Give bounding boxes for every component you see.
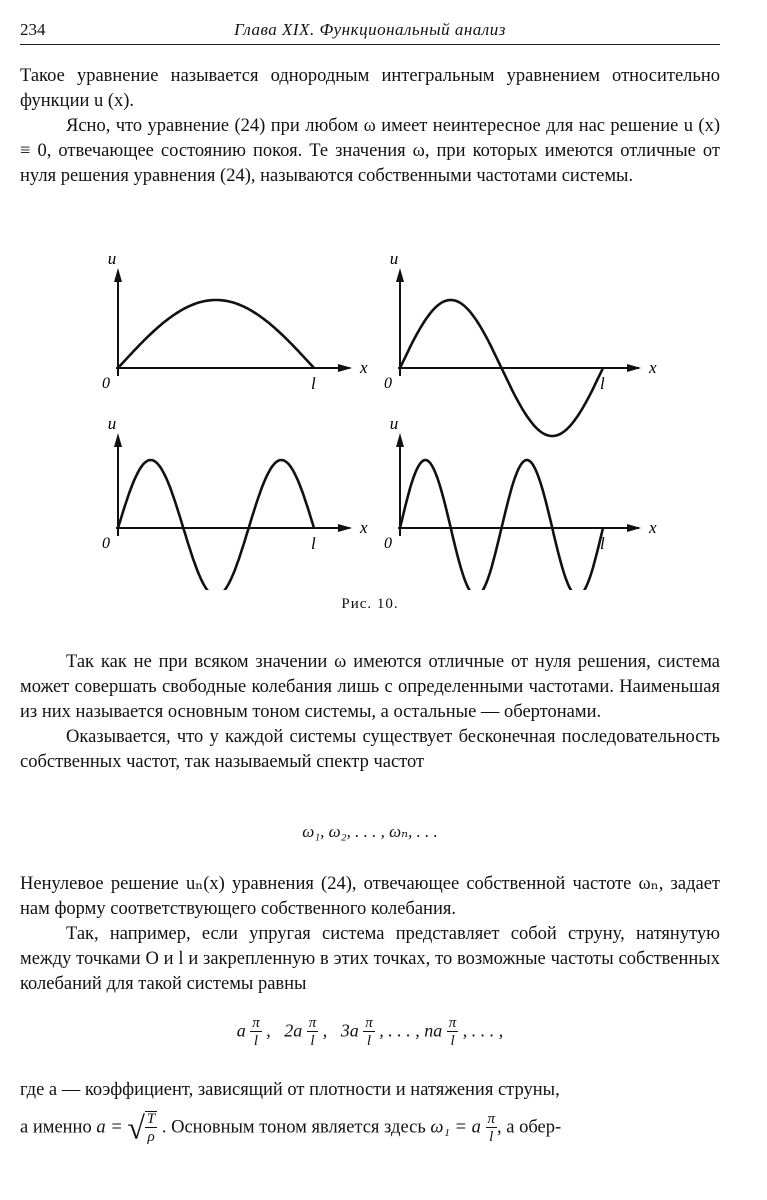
origin-label: 0 <box>384 375 392 392</box>
u-axis-label: u <box>107 249 117 268</box>
pi-over-l-omega1: $\frac{\pi}{l}$ <box>487 1110 496 1145</box>
mode-panel-3 <box>102 414 368 590</box>
formula-ellipsis: , . . . , <box>379 1020 420 1041</box>
mode-panel-2 <box>384 249 657 436</box>
paragraph-4: Оказывается, что у каждой системы существует бесконечная последовательность собственных частот, так называемый спектр частот <box>20 727 720 772</box>
sqrt-sign: √ <box>127 1109 145 1146</box>
mode-curve <box>118 300 314 368</box>
spectrum-formula: ω₁, ω₂, . . . , ωₙ, . . . <box>302 822 438 841</box>
text-block-middle <box>20 650 720 775</box>
header-rule <box>20 44 720 45</box>
x-axis-arrow <box>627 524 641 532</box>
mode-curve <box>118 460 314 590</box>
text-block-lower <box>20 872 720 997</box>
formula-tail: , . . . , <box>462 1020 504 1041</box>
x-axis-label: x <box>649 358 657 377</box>
u-axis-label: u <box>107 414 117 433</box>
x-axis-label: x <box>360 358 368 377</box>
a-equals: a = <box>96 1117 123 1138</box>
u-axis-arrow <box>396 268 404 282</box>
freq-coef-1: a <box>236 1020 246 1041</box>
pi-over-l-n: $\frac{\pi}{l}$ <box>448 1015 457 1049</box>
end-label: l <box>600 534 605 553</box>
end-label: l <box>311 374 316 393</box>
mode-panel-4 <box>384 414 657 590</box>
u-axis-arrow <box>396 433 404 447</box>
x-axis-label: x <box>360 518 368 537</box>
freq-coef-n: na <box>424 1020 443 1041</box>
paragraph-1: Такое уравнение называется однородным интегральным уравнением относительно функции u (x). <box>20 66 720 111</box>
x-axis-arrow <box>338 524 352 532</box>
origin-label: 0 <box>102 375 110 392</box>
frequency-formula: a $\frac{\pi}{l}$ , 2a $\frac{\pi}{l}$ , 3a $\frac{\pi}{l}$ , . . . , na $\frac{\pi}{l}$ , . . . , <box>236 1015 504 1049</box>
omega1-equals: ω₁ = a <box>430 1117 481 1138</box>
figure-caption: Рис. 10. <box>341 596 399 612</box>
u-axis-label: u <box>389 414 399 433</box>
paragraph-5: Ненулевое решение uₙ(x) уравнения (24), отвечающее собственной частоте ωₙ, задает нам форму соответствующего собственного колебания. <box>20 874 720 919</box>
pi-over-l-3: $\frac{\pi}{l}$ <box>365 1015 373 1049</box>
x-axis-label: x <box>649 518 657 537</box>
page-header <box>20 20 720 44</box>
end-label: l <box>600 374 605 393</box>
figure-string-modes <box>0 230 767 590</box>
origin-label: 0 <box>102 535 110 552</box>
paragraph-6: Так, например, если упругая система представляет собой струну, натянутую между точками O и l и закрепленную в этих точках, то возможные частоты собственных колебаний для такой системы равны <box>20 924 720 994</box>
pi-over-l-1: $\frac{\pi}{l}$ <box>252 1015 260 1049</box>
pi-over-l-2: $\frac{\pi}{l}$ <box>308 1015 317 1049</box>
origin-label: 0 <box>384 535 392 552</box>
paragraph-7-line-2: а именно a = √ $\frac{T}{\rho}$ . Основным тоном является здесь ω₁ = a $\frac{\pi}{l}$ , а обер- <box>20 1109 562 1146</box>
u-axis-label: u <box>389 249 399 268</box>
page-number: 234 <box>20 20 46 39</box>
paragraph-2: Ясно, что уравнение (24) при любом ω имеет неинтересное для нас решение u (x) ≡ 0, отвечающее состоянию покоя. Те значения ω, при которых имеются отличные от нуля решения уравнения (24), называются собственными частотами системы. <box>20 116 720 186</box>
paragraph-3: Так как не при всяком значении ω имеются отличные от нуля решения, система может совершать свободные колебания лишь с определенными частотами. Наименьшая из них называется основным тоном системы, а остальные — обертонами. <box>20 652 720 722</box>
mode-curve <box>400 460 603 590</box>
u-axis-arrow <box>114 433 122 447</box>
paragraph-7-line-1: где a — коэффициент, зависящий от плотности и натяжения струны, <box>20 1080 560 1100</box>
x-axis-arrow <box>627 364 641 372</box>
freq-coef-2: 2a <box>284 1020 303 1041</box>
x-axis-arrow <box>338 364 352 372</box>
u-axis-arrow <box>114 268 122 282</box>
freq-coef-3: 3a <box>340 1020 359 1041</box>
text-block-bottom <box>20 1078 720 1145</box>
text-block-top <box>20 64 720 189</box>
end-label: l <box>311 534 316 553</box>
mode-panel-1 <box>102 249 368 393</box>
running-title: Глава XIX. Функциональный анализ <box>234 20 506 39</box>
T-over-rho: $\frac{T}{\rho}$ <box>146 1111 156 1145</box>
